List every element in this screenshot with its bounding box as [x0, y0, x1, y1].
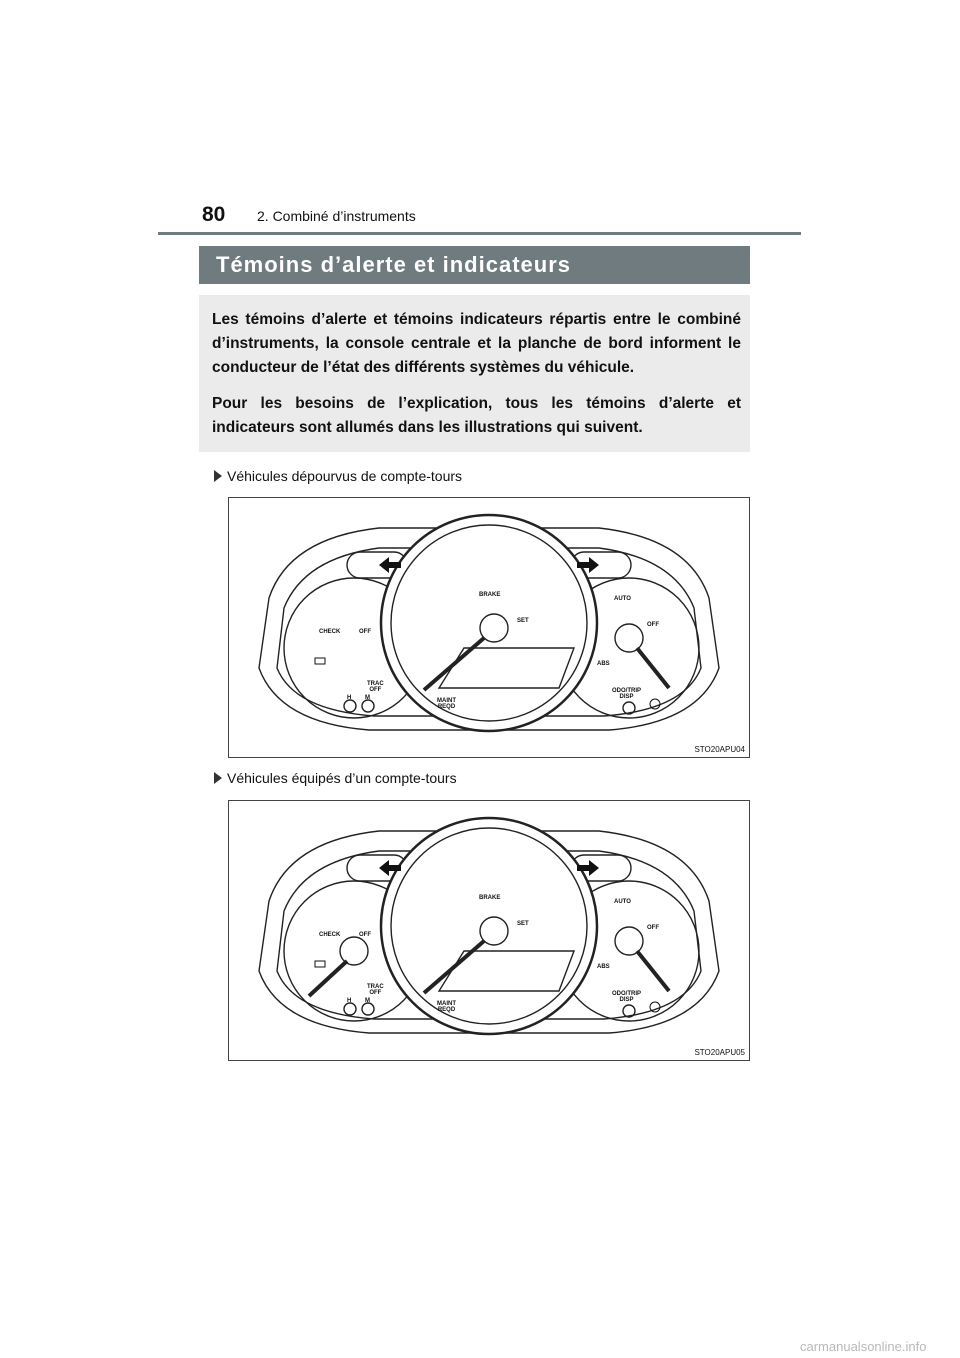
- right-gauge-needle: [637, 951, 669, 991]
- check-label: CHECK: [319, 932, 341, 938]
- cluster-illustration: [229, 801, 749, 1060]
- brake-label: BRAKE: [479, 592, 501, 598]
- right-gauge-needle: [637, 648, 669, 688]
- check-label: CHECK: [319, 629, 341, 635]
- trac-label: [367, 681, 384, 693]
- maint-label: [437, 698, 456, 710]
- cluster-illustration: [229, 498, 749, 757]
- off-label: OFF: [359, 932, 371, 938]
- tire-pressure-icon: [650, 1002, 660, 1012]
- abs-label: ABS: [597, 964, 610, 970]
- m-label: M: [365, 998, 370, 1004]
- m-label: M: [365, 695, 370, 701]
- figure-code: STO20APU05: [694, 1048, 745, 1057]
- disp-text: DISP: [619, 694, 634, 700]
- battery-icon: [315, 961, 325, 967]
- header-rule: [158, 232, 801, 235]
- trac-off-text: OFF: [369, 687, 382, 693]
- odo-text: ODO/TRIP: [612, 688, 642, 694]
- figure-1-caption: [214, 468, 462, 484]
- brake-label: BRAKE: [479, 895, 501, 901]
- intro-box: [199, 295, 750, 452]
- odo-label: [612, 688, 641, 700]
- section-title: Témoins d’alerte et indicateurs: [216, 252, 571, 277]
- reqd-text: REQD: [437, 704, 456, 710]
- speedometer-outer-ring: [381, 818, 597, 1034]
- m-knob: [362, 700, 374, 712]
- page-number: 80: [202, 203, 226, 226]
- figure-code: STO20APU04: [694, 745, 745, 754]
- maint-text: MAINT: [437, 698, 456, 704]
- reqd-text: REQD: [437, 1007, 456, 1013]
- trac-label: [367, 984, 384, 996]
- disp-text: DISP: [619, 997, 634, 1003]
- odo-label: [612, 991, 641, 1003]
- figure-1: [228, 497, 750, 758]
- h-label: H: [347, 695, 352, 701]
- chapter-heading: 2. Combiné d’instruments: [257, 208, 416, 224]
- bullet-triangle-icon: [214, 470, 222, 482]
- h-knob: [344, 1003, 356, 1015]
- m-knob: [362, 1003, 374, 1015]
- auto-label: AUTO: [614, 899, 631, 905]
- figure-2-caption-text: Véhicules équipés d’un compte-tours: [227, 770, 457, 786]
- set-label: SET: [517, 921, 529, 927]
- figure-2-caption: [214, 770, 457, 786]
- trip-knob: [623, 1005, 635, 1017]
- trac-text: TRAC: [367, 984, 384, 990]
- intro-paragraph-1: Les témoins d’alerte et témoins indicateurs répartis entre le combiné d’instruments, la console centrale et la planche de bord informent le conducteur de l’état des différents systèmes du véhicule.: [212, 311, 741, 376]
- off-label-right: OFF: [647, 925, 659, 931]
- intro-paragraph-2: Pour les besoins de l’explication, tous les témoins d’alerte et indicateurs sont allumés dans les illustrations qui suivent.: [212, 395, 741, 436]
- set-label: SET: [517, 618, 529, 624]
- section-title-bar: [199, 246, 750, 284]
- abs-label: ABS: [597, 661, 610, 667]
- figure-1-caption-text: Véhicules dépourvus de compte-tours: [227, 468, 463, 484]
- odo-text: ODO/TRIP: [612, 991, 642, 997]
- auto-label: AUTO: [614, 596, 631, 602]
- h-label: H: [347, 998, 352, 1004]
- watermark[interactable]: carmanualsonline.info: [800, 1339, 927, 1354]
- trac-text: TRAC: [367, 681, 384, 687]
- off-label: OFF: [359, 629, 371, 635]
- figure-2: [228, 800, 750, 1061]
- tire-pressure-icon: [650, 699, 660, 709]
- off-label-right: OFF: [647, 622, 659, 628]
- trip-knob: [623, 702, 635, 714]
- trac-off-text: OFF: [369, 990, 382, 996]
- bullet-triangle-icon: [214, 772, 222, 784]
- maint-text: MAINT: [437, 1001, 456, 1007]
- maint-label: [437, 1001, 456, 1013]
- speedometer-outer-ring: [381, 515, 597, 731]
- tachometer-hub: [340, 937, 368, 965]
- battery-icon: [315, 658, 325, 664]
- h-knob: [344, 700, 356, 712]
